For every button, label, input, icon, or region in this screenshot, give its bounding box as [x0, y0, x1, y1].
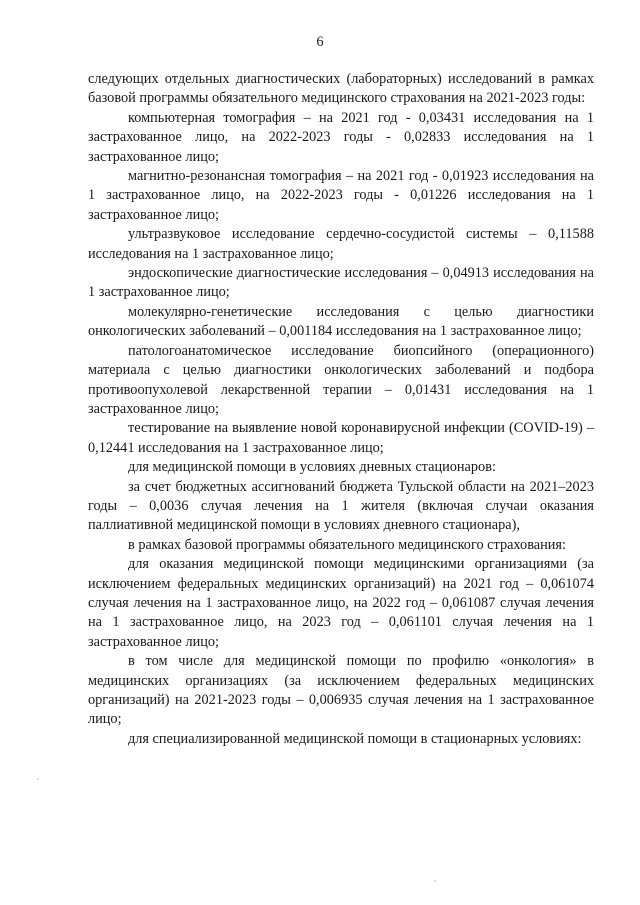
page-number: 6 — [316, 34, 324, 50]
scan-speck — [37, 778, 39, 780]
paragraph-intro: следующих отдельных диагностических (лабораторных) исследований в рамках базовой программы обязательного медицинского страхования на 2021-2023 годы: — [88, 71, 594, 107]
paragraph-medical-organizations: для оказания медицинской помощи медицинскими организациями (за исключением федеральных медицинских организаций) на 2021 год – 0,061074 случая лечения на 1 застрахованное лицо, на 2022 год – 0,061087 случая лечения на 1 застрахованное лицо, на 2023 год – 0,061101 случая лечения на 1 застрахованное лицо; — [88, 556, 594, 650]
paragraph-mri: магнитно-резонансная томография – на 2021 год - 0,01923 исследования на 1 застрахованное лицо, на 2022-2023 годы - 0,01226 исследования на 1 застрахованное лицо; — [88, 168, 594, 223]
document-body — [88, 70, 594, 749]
scan-speck — [434, 880, 436, 882]
paragraph-ultrasound: ультразвуковое исследование сердечно-сосудистой системы – 0,11588 исследования на 1 застрахованное лицо; — [88, 226, 594, 262]
paragraph-day-hospitals: для медицинской помощи в условиях дневных стационаров: — [128, 459, 496, 476]
paragraph-ct: компьютерная томография – на 2021 год - 0,03431 исследования на 1 застрахованное лицо, на 2022-2023 годы - 0,02833 исследования на 1 застрахованное лицо; — [88, 109, 594, 165]
paragraph-specialized-care: для специализированной медицинской помощи в стационарных условиях: — [128, 730, 582, 747]
paragraph-covid-testing: тестирование на выявление новой коронавирусной инфекции (COVID-19) – 0,12441 исследования на 1 застрахованное лицо; — [88, 420, 594, 456]
paragraph-endoscopy: эндоскопические диагностические исследования – 0,04913 исследования на 1 застрахованное лицо; — [88, 265, 594, 301]
paragraph-budget-funding: за счет бюджетных ассигнований бюджета Тульской области на 2021–2023 годы – 0,0036 случая лечения на 1 жителя (включая случаи оказания паллиативной медицинской помощи в условиях дневного стационара), — [88, 478, 594, 534]
paragraph-basic-program: в рамках базовой программы обязательного медицинского страхования: — [128, 536, 566, 553]
paragraph-pathology: патологоанатомическое исследование биопсийного (операционного) материала с целью диагностики онкологических заболеваний и подбора противоопухолевой лекарственной терапии – 0,01431 исследования на 1 застрахованное лицо; — [88, 342, 594, 417]
paragraph-molecular-genetic: молекулярно-генетические исследования с целью диагностики онкологических заболеваний – 0,001184 исследования на 1 застрахованное лицо; — [88, 303, 594, 340]
paragraph-oncology: в том числе для медицинской помощи по профилю «онкология» в медицинских организациях (за исключением федеральных медицинских организаций) на 2021-2023 годы – 0,006935 случая лечения на 1 застрахованное лицо; — [88, 653, 594, 728]
